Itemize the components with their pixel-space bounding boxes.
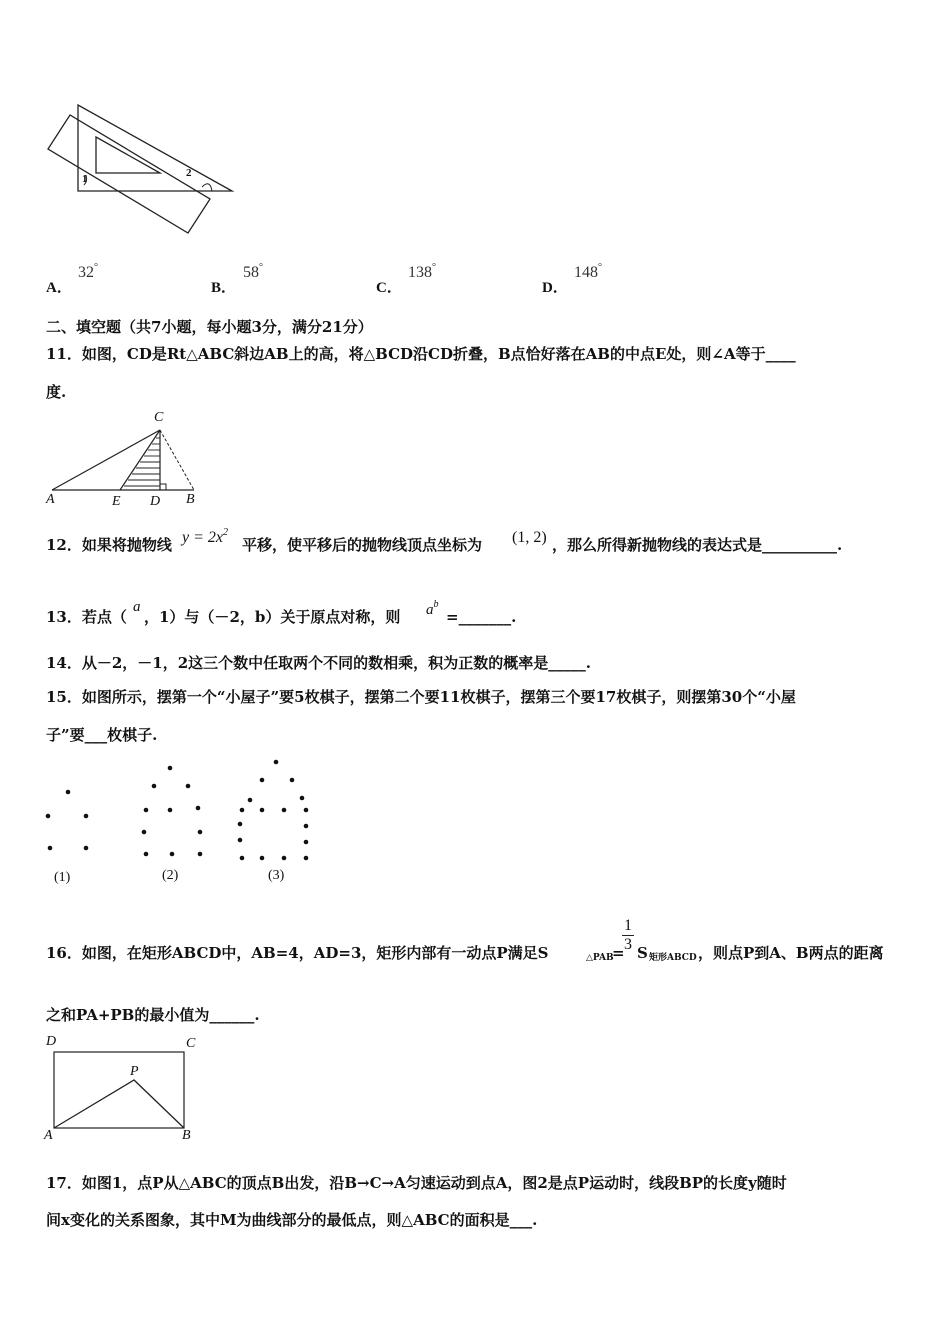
q16-sub1: △PAB [586,953,614,963]
pattern-1-label: (1) [54,870,71,885]
q11-text-line1: 11．如图，CD是Rt△ABC斜边AB上的高，将△BCD沿CD折叠，B点恰好落在AB的中点E处，则∠A等于____ [46,345,796,363]
q16-text-line2: 之和PA+PB的最小值为______. [46,1006,260,1024]
q13-middle: ，1）与（－2，b）关于原点对称，则 [144,608,401,626]
q12-after: ，那么所得新抛物线的表达式是__________. [552,536,843,554]
q16-after: ，则点P到A、B两点的距离 [698,944,884,962]
power-base: a [426,602,434,618]
angle1-label: 1 [82,173,88,185]
label-d: D [150,494,161,509]
q15-figure [40,752,340,892]
formula-exponent: 2 [223,527,228,538]
degree-symbol: ° [432,262,436,273]
q16-figure [42,1032,212,1147]
q10-figure [40,95,240,240]
degree-symbol: ° [598,262,602,273]
fraction [622,918,634,953]
fraction-denominator: 3 [624,936,632,953]
option-value: 58 [243,264,259,281]
triangle-ruler-diagram [40,95,240,240]
option-value: 32 [78,264,94,281]
q15-text-line1: 15．如图所示，摆第一个“小屋子”要5枚棋子，摆第二个要11枚棋子，摆第三个要17枚棋子，则摆第30个“小屋 [46,688,796,706]
q16-s2: S [637,944,648,962]
q17-text-line1: 17．如图1，点P从△ABC的顶点B出发，沿B→C→A匀速运动到点A，图2是点P运动时，线段BP的长度y随时 [46,1174,787,1192]
section-heading: 二、填空题（共7小题，每小题3分，满分21分） [46,318,373,336]
q12-formula [182,528,228,546]
q15-text-line2: 子”要___枚棋子. [46,726,158,744]
q13-before: 13．若点（ [46,608,127,626]
q12-before: 12．如果将抛物线 [46,536,172,554]
label-e: E [112,494,121,509]
label-c: C [186,1036,196,1051]
label-b: B [182,1128,191,1143]
angle2-label: 2 [186,167,192,179]
label-a: A [44,1128,53,1143]
q12-middle: 平移，使平移后的抛物线顶点坐标为 [242,536,483,554]
pattern-2 [142,766,203,857]
q16-eq: = [612,944,625,962]
pattern-2-label: (2) [162,868,179,883]
q14-text: 14．从－2，－1，2这三个数中任取两个不同的数相乘，积为正数的概率是_____. [46,654,591,672]
q11-figure [44,410,214,510]
formula-base: y = 2x [182,529,223,546]
label-c: C [154,410,164,425]
label-a: A [46,492,55,507]
pattern-3-label: (3) [268,868,285,883]
label-b: B [186,492,195,507]
q12-point: (1, 2) [512,529,547,546]
pattern-3 [238,760,309,861]
option-value: 138 [408,264,432,281]
pattern-1 [46,790,89,851]
q16-sub2: 矩形ABCD [649,953,697,963]
label-p: P [130,1064,139,1079]
option-letter: B． [211,280,237,296]
fraction-numerator: 1 [624,917,632,934]
q16-before: 16．如图，在矩形ABCD中，AB=4，AD=3，矩形内部有一动点P满足S [46,944,549,962]
q11-text-line2: 度. [46,383,67,401]
power-expression [426,600,439,618]
q17-text-line2: 间x变化的关系图象，其中M为曲线部分的最低点，则△ABC的面积是___. [46,1211,538,1229]
degree-symbol: ° [94,262,98,273]
var-a: a [133,599,141,615]
label-d: D [46,1034,57,1049]
degree-symbol: ° [259,262,263,273]
option-letter: D． [542,280,568,296]
option-letter: C． [376,280,402,296]
house-dots-pattern [40,752,340,892]
option-value: 148 [574,264,598,281]
power-exponent: b [433,599,439,610]
q16-text [46,918,926,968]
q13-after: =_______. [446,608,517,626]
option-letter: A． [46,280,72,296]
